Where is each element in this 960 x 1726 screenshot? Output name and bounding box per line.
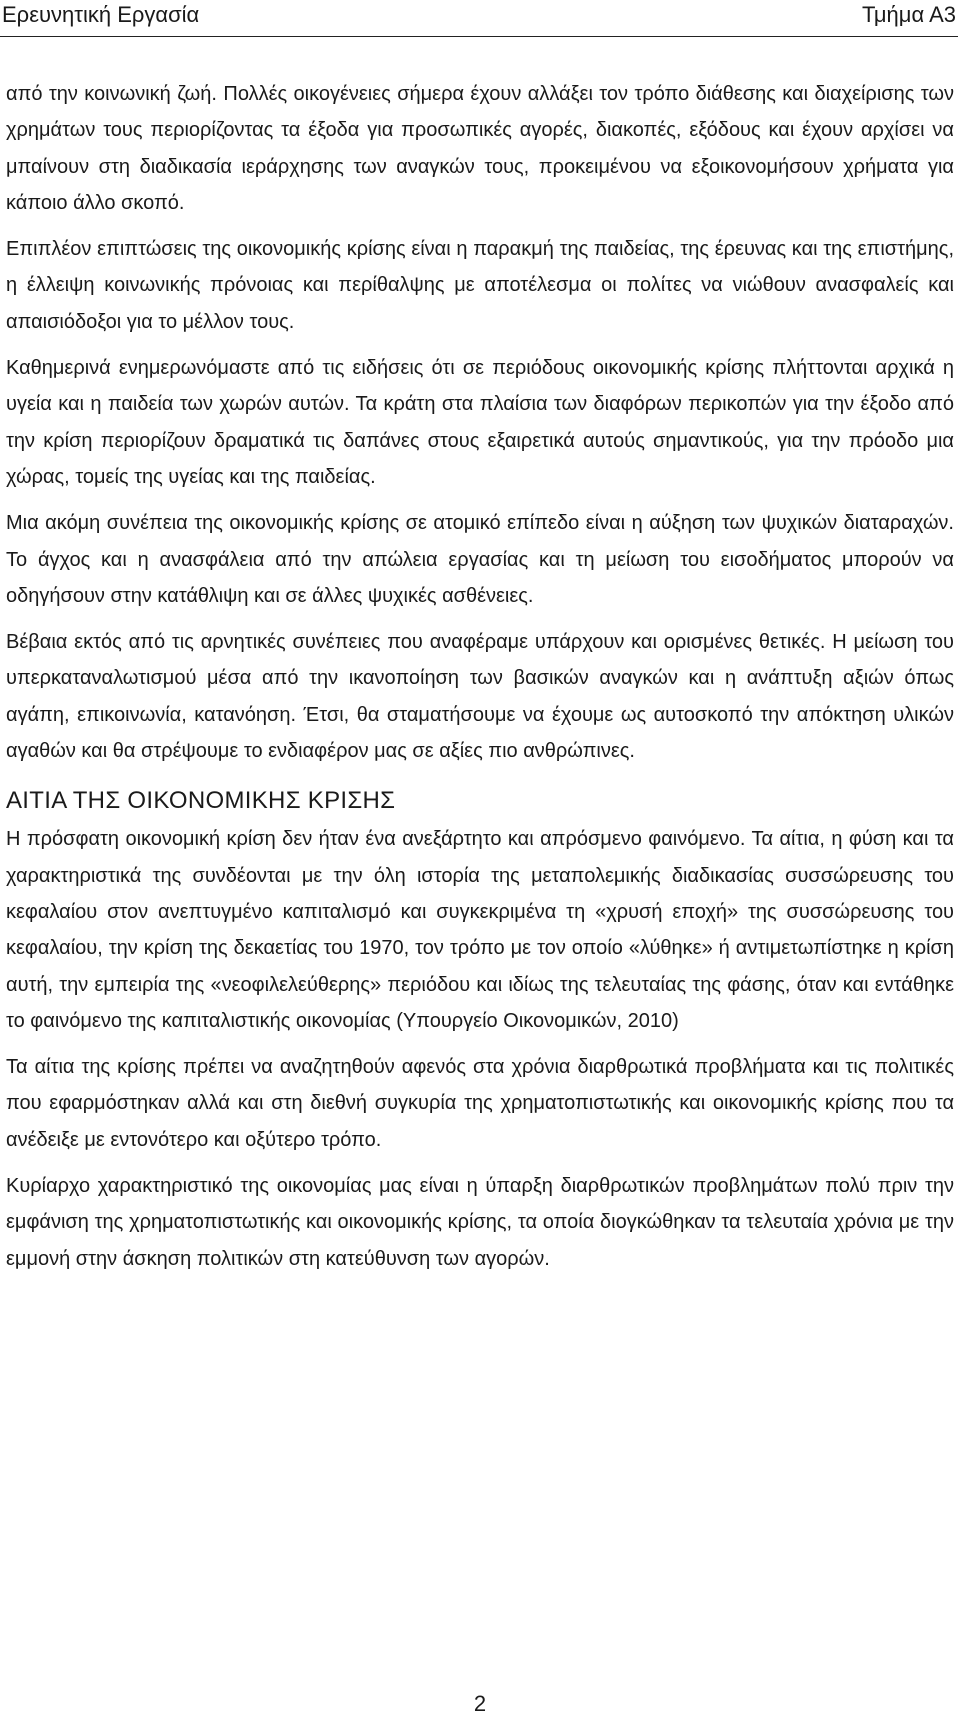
page-header xyxy=(0,0,958,37)
paragraph: Επιπλέον επιπτώσεις της οικονομικής κρίσης είναι η παρακμή της παιδείας, της έρευνας και της επιστήμης, η έλλειψη κοινωνικής πρόνοιας και περίθαλψης με αποτέλεσμα οι πολίτες να νιώθουν ανασφαλείς και απαισιόδοξοι για το μέλλον τους. xyxy=(6,238,954,333)
header-title: Ερευνητική Εργασία xyxy=(2,2,200,27)
paragraph: Κυρίαρχο χαρακτηριστικό της οικονομίας μας είναι η ύπαρξη διαρθρωτικών προβλημάτων πολύ πριν την εμφάνιση της χρηματοπιστωτικής και οικονομικής κρίσης, τα οποία διογκώθηκαν τα τελευταία χρόνια με την εμμονή στην άσκηση πολιτικών στη κατεύθυνση των αγορών. xyxy=(6,1175,954,1270)
paragraph: Τα αίτια της κρίσης πρέπει να αναζητηθούν αφενός στα χρόνια διαρθρωτικά προβλήματα και τις πολιτικές που εφαρμόστηκαν αλλά και στη διεθνή συγκυρία της χρηματοπιστωτικής και οικονομικής κρίσης που τα ανέδειξε με εντονότερο και οξύτερο τρόπο. xyxy=(6,1056,954,1151)
paragraph: Βέβαια εκτός από τις αρνητικές συνέπειες που αναφέραμε υπάρχουν και ορισμένες θετικές. Η μείωση του υπερκαταναλωτισμού μέσα από την ικανοποίηση των βασικών αναγκών και η ανάπτυξη αξιών όπως αγάπη, επικοινωνία, κατανόηση. Έτσι, θα σταματήσουμε να έχουμε ως αυτοσκοπό την απόκτηση υλικών αγαθών και θα στρέψουμε το ενδιαφέρον μας σε αξίες πιο ανθρώπινες. xyxy=(6,631,954,763)
paragraph: Καθημερινά ενημερωνόμαστε από τις ειδήσεις ότι σε περιόδους οικονομικής κρίσης πλήττονται αρχικά η υγεία και η παιδεία των χωρών αυτών. Τα κράτη στα πλαίσια των διαφόρων περικοπών για την έξοδο από την κρίση περιορίζουν δραματικά τις δαπάνες στους εξαιρετικά αυτούς σημαντικούς, για την πρόοδο μια χώρας, τομείς της υγείας και της παιδείας. xyxy=(6,357,954,488)
document-body xyxy=(6,76,954,1287)
paragraph: Μια ακόμη συνέπεια της οικονομικής κρίσης σε ατομικό επίπεδο είναι η αύξηση των ψυχικών διαταραχών. Το άγχος και η ανασφάλεια από την απώλεια εργασίας και τη μείωση του εισοδήματος μπορούν να οδηγήσουν στην κατάθλιψη και σε άλλες ψυχικές ασθένειες. xyxy=(6,512,954,607)
section-heading: ΑΙΤΙΑ ΤΗΣ ΟΙΚΟΝΟΜΙΚΗΣ ΚΡΙΣΗΣ xyxy=(6,787,396,815)
paragraph: από την κοινωνική ζωή. Πολλές οικογένειες σήμερα έχουν αλλάξει τον τρόπο διάθεσης και διαχείρισης των χρημάτων τους περιορίζοντας τα έξοδα για προσωπικές αγορές, διακοπές, εξόδους και έχουν αρχίσει να μπαίνουν στη διαδικασία ιεράρχησης των αναγκών τους, προκειμένου να εξοικονομήσουν χρήματα για κάποιο άλλο σκοπό. xyxy=(6,83,954,214)
page-number: 2 xyxy=(473,1691,487,1716)
paragraph: Η πρόσφατη οικονομική κρίση δεν ήταν ένα ανεξάρτητο και απρόσμενο φαινόμενο. Τα αίτια, η φύση και τα χαρακτηριστικά της συνδέονται με την όλη ιστορία της μεταπολεμικής διαδικασίας συσσώρευσης του κεφαλαίου στον ανεπτυγμένο καπιταλισμό και συγκεκριμένα τη «χρυσή εποχή» της συσσώρευσης του κεφαλαίου, την κρίση της δεκαετίας του 1970, τον τρόπο με τον οποίο «λύθηκε» ή αντιμετωπίστηκε η κρίση αυτή, την εμπειρία της «νεοφιλελεύθερης» περιόδου και ιδίως της τελευταίας της φάσης, όταν και εντάθηκε το φαινόμενο της καπιταλιστικής οικονομίας (Υπουργείο Οικονομικών, 2010) xyxy=(6,828,954,1032)
header-section: Τμήμα Α3 xyxy=(862,2,956,27)
